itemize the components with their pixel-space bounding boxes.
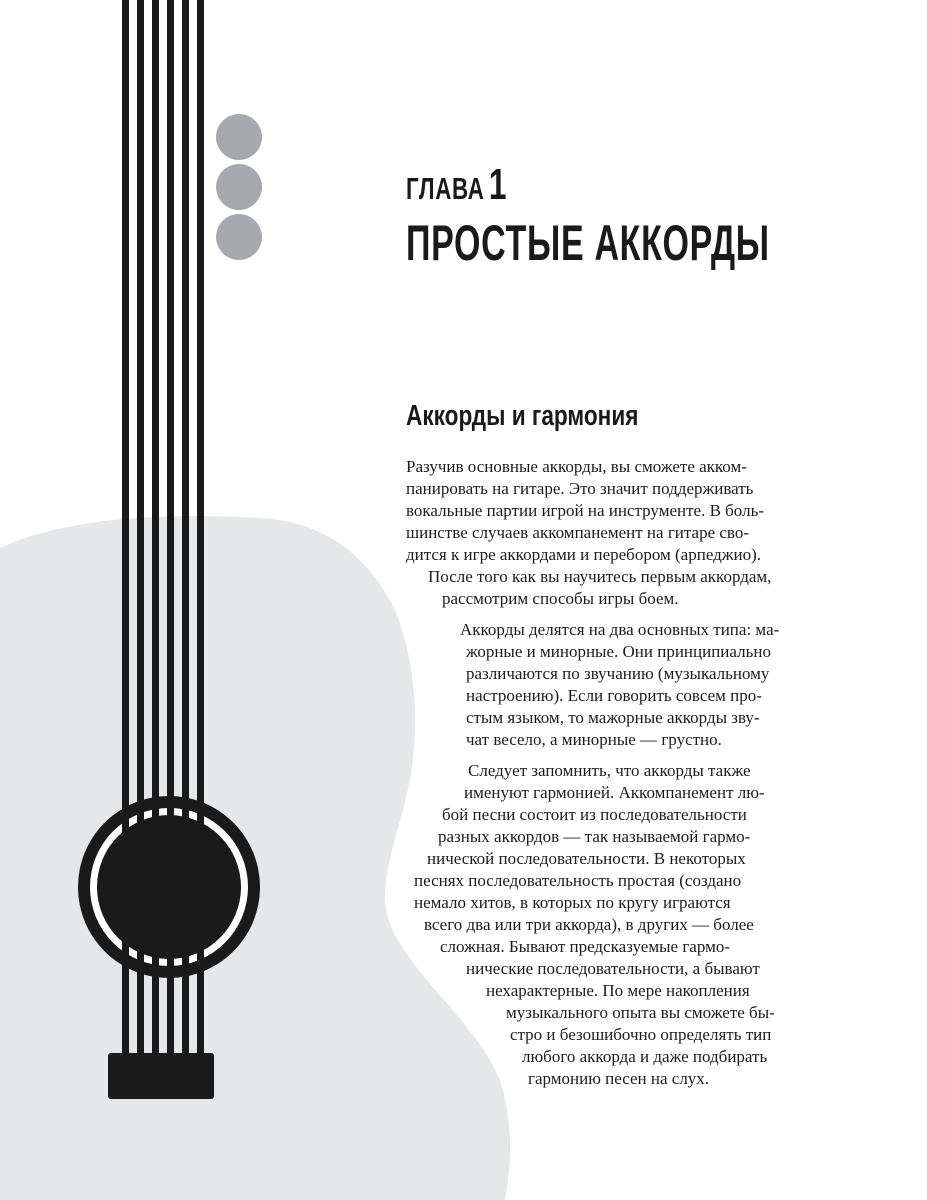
guitar-string [137, 0, 144, 1060]
guitar-string [182, 0, 189, 1060]
guitar-string [197, 0, 204, 1060]
text-line: стро и безошибочно определять тип [510, 1025, 772, 1044]
text-line: вокальные партии игрой на инструменте. В боль- [406, 501, 764, 520]
tuning-peg-icon [216, 114, 262, 160]
text-line: музыкального опыта вы сможете бы- [506, 1003, 775, 1022]
chapter-label [406, 160, 507, 210]
text-line: После того как вы научитесь первым аккордам, [428, 567, 772, 586]
text-line: сложная. Бывают предсказуемые гармо- [440, 937, 730, 956]
text-line: Аккорды делятся на два основных типа: ма- [460, 620, 780, 639]
chapter-number: 1 [488, 160, 508, 209]
text-line: нические последовательности, а бывают [466, 959, 760, 978]
tuning-peg-icon [216, 164, 262, 210]
text-line: гармонию песен на слух. [528, 1069, 710, 1088]
text-line: рассмотрим способы игры боем. [442, 589, 679, 608]
text-line: именуют гармонией. Аккомпанемент лю- [464, 783, 765, 802]
text-line: любого аккорда и даже подбирать [522, 1047, 768, 1066]
guitar-string [152, 0, 159, 1060]
text-line: песнях последовательность простая (создано [414, 871, 742, 890]
text-line: настроению). Если говорить совсем про- [466, 686, 762, 705]
bridge [108, 1053, 214, 1099]
text-line: дится к игре аккордами и перебором (арпеджио). [406, 545, 762, 564]
section-heading: Аккорды и гармония [406, 400, 639, 432]
text-line: жорные и минорные. Они принципиально [466, 642, 771, 661]
chapter-title: ПРОСТЫЕ АККОРДЫ [406, 215, 770, 271]
text-line: всего два или три аккорда), в других — более [424, 915, 754, 934]
text-line: нехарактерные. По мере накопления [486, 981, 750, 1000]
text-line: Следует запомнить, что аккорды также [468, 761, 751, 780]
text-line: чат весело, а минорные — грустно. [466, 730, 722, 749]
text-line: немало хитов, в которых по кругу играются [414, 893, 731, 912]
text-line: Разучив основные аккорды, вы сможете акком- [406, 457, 747, 476]
chapter-word: ГЛАВА [406, 171, 485, 206]
text-line: различаются по звучанию (музыкальному [466, 664, 770, 683]
text-line: панировать на гитаре. Это значит поддерживать [406, 479, 754, 498]
tuning-peg-icon [216, 214, 262, 260]
text-line: стым языком, то мажорные аккорды зву- [466, 708, 760, 727]
guitar-string [122, 0, 129, 1060]
guitar-string [167, 0, 174, 1060]
text-line: нической последовательности. В некоторых [427, 849, 746, 868]
text-line: шинстве случаев аккомпанемент на гитаре сво- [406, 523, 749, 542]
text-line: бой песни состоит из последовательности [442, 805, 747, 824]
text-line: разных аккордов — так называемой гармо- [438, 827, 751, 846]
